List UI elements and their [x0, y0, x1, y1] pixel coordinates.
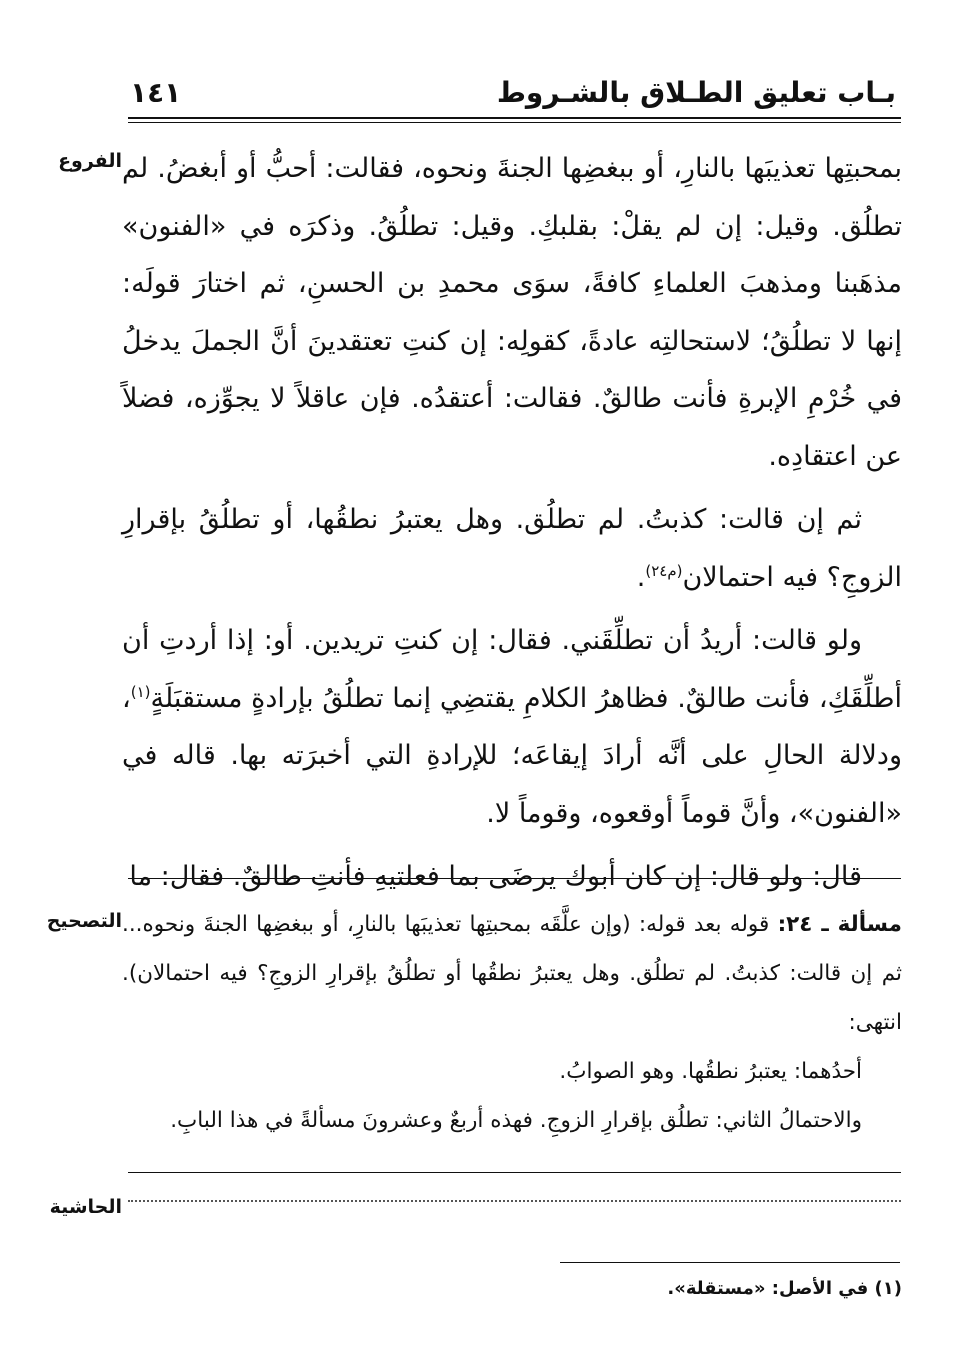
footnote: (١) في الأصل: «مستقلة».: [667, 1278, 902, 1299]
page-number: ١٤١: [130, 76, 182, 109]
main-paragraph-4: قال: ولو قال: إن كان أبوك يرضَى بما فعلتيهِ فأنتِ طالقٌ. فقال: ما: [129, 861, 862, 892]
margin-label-tashih: التصحيح: [46, 910, 122, 932]
main-paragraph-3: [122, 612, 902, 842]
main-paragraph-3-cont: ، ودلالة الحالِ على أنَّه أرادَ إيقاعَه؛ للإرادةِ التي أخبرَته بها. قاله في «الفنون»، وأنَّ قوماً أوقعوه، وقوماً لا.: [122, 682, 902, 829]
chapter-title: بـاب تعليق الطـلاق بالشـروط: [496, 76, 896, 109]
footnote-rule: [560, 1262, 900, 1263]
tashih-paragraph-1: [122, 900, 902, 1047]
main-paragraph-2-text: ثم إن قالت: كذبتُ. لم تطلُق. وهل يعتبرُ نطقُها، أو تطلُقُ بإقرارِ الزوجِ؟ فيه احتمالان: [122, 504, 902, 593]
main-paragraph-2: [122, 491, 902, 606]
margin-label-hashia: الحاشية: [49, 1196, 122, 1218]
footnote-marker: (١): [130, 682, 151, 701]
section-divider-lower: [128, 1172, 901, 1173]
masala-label: مسألة ـ ٢٤:: [777, 912, 902, 937]
tashih-paragraph-2: أحدُهما: يعتبرُ نطقُها. وهو الصوابُ.: [559, 1059, 862, 1084]
main-text: [122, 140, 902, 912]
tashih-paragraph-3: والاحتمالُ الثاني: تطلُق بإقرارِ الزوجِ. فهذه أربعٌ وعشرونَ مسألةً في هذا البابِ.: [170, 1108, 862, 1133]
margin-label-furu: الفروع: [58, 150, 122, 172]
header-rule: [128, 117, 901, 123]
main-paragraph-3-text: ولو قالت: أريدُ أن تطلِّقَني. فقال: إن كنتِ تريدين. أو: إذا أردتِ أن أطلِّقَكِ، فأنت طالقٌ. فظاهرُ الكلامِ يقتضِي إنما تطلُقُ بإرادةٍ مستقبَلَةٍ: [122, 625, 902, 714]
hashia-dotted-line: [128, 1200, 901, 1202]
tashih-section: [122, 900, 902, 1145]
section-divider: [128, 878, 901, 879]
main-paragraph-2-end: .: [636, 561, 646, 593]
tashih-reference-marker: (م٢٤): [645, 561, 683, 580]
tashih-paragraph-1-text: قوله بعد قوله: (وإن علَّقَه بمحبتِها تعذيبَها بالنارِ، أو ببغضِها الجنةَ ونحوه... ثم إن قالت: كذبتُ. لم تطلُق. وهل يعتبرُ نطقُها أو تطلُقُ بإقرارِ الزوجِ؟ فيه احتمالان). انتهى:: [122, 912, 902, 1035]
main-paragraph-1: بمحبتِها تعذيبَها بالنارِ، أو ببغضِها الجنةَ ونحوه، فقالت: أحبُّ أو أبغضُ. لم تطلُق. وقيل: إن لم يقلْ: بقلبكِ. وقيل: تطلُقُ. وذكرَه في «الفنون» مذهَبنا ومذهبَ العلماءِ كافةً، سوَى محمدِ بن الحسنِ، ثم اختارَ قولَه: إنها لا تطلُقُ؛ لاستحالتِه عادةً، كقولِه: إن كنتِ تعتقدينَ أنَّ الجملَ يدخلُ في خُرْمِ الإبرةِ فأنت طالقٌ. فقالت: أعتقدُه. فإن عاقلاً لا يجوِّزه، فضلاً عن اعتقادِه.: [122, 153, 902, 472]
